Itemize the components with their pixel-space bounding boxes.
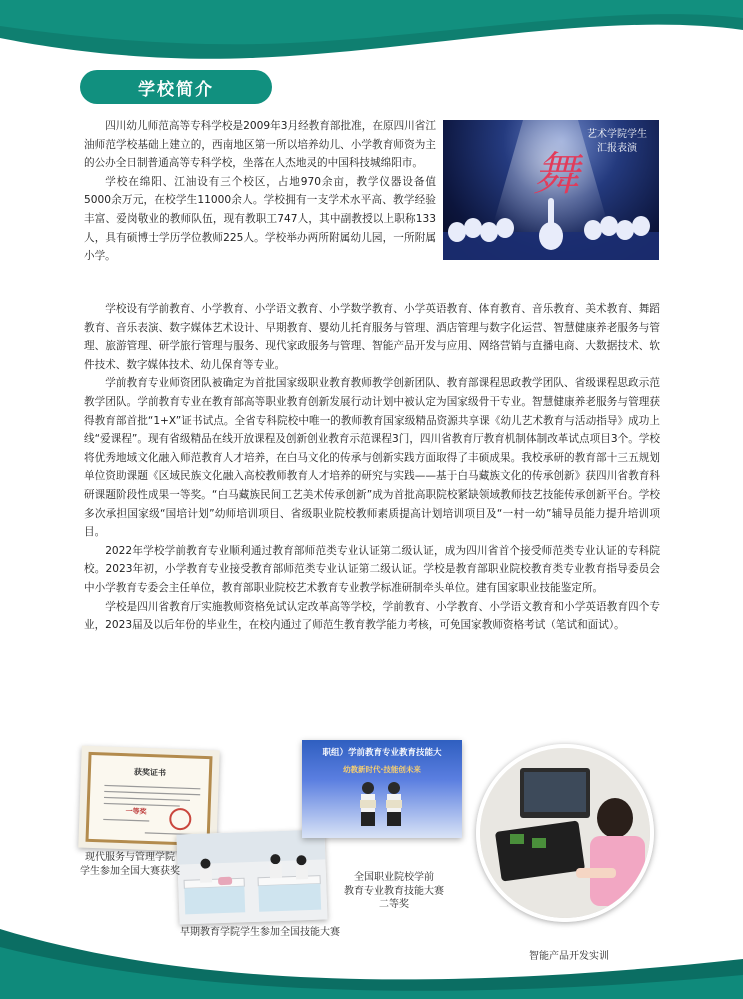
stage-caption <box>587 128 647 156</box>
stage-caption-line: 艺术学院学生 <box>587 129 647 140</box>
body-paragraph: 学前教育专业师资团队被确定为首批国家级职业教育教师教学创新团队、教育部课程思政教学团队、省级课程思政示范教学团队。学前教育专业在教育部高等职业教育创新发展行动计划中被认定为国家级骨干专业。智慧健康养老服务与管理获得教育部首批“1+X”证书试点。全省专科院校中唯一的教师教育国家级精品资源共享课《幼儿艺术教育与活动指导》成功上线“爱课程”。现有省级精品在线开放课程及创新创业教育示范课程3门，四川省教育厅教育机制体制改革试点项目3个。学校将优秀地域文化融入师范教育人才培养，在白马文化的传承与创新实践方面取得了丰硕成果。我校承研的教育部十三五规划单位资助课题《区域民族文化融入高校教师教育人才培养的研究与实践——基于白马藏族文化的传承创新》获四川省教育科研课题阶段性成果一等奖。“白马藏族民间工艺美术传承创新”成为首批高职院校紧缺领域教师技艺技能传承创新平台。学校多次承担国家级“国培计划”幼师培训项目、省级职业院校教师素质提高计划培训项目及“一村一幼”辅导员能力提升培训项目。 <box>84 377 660 539</box>
section-title: 学校简介 <box>80 70 272 104</box>
stage-performance-photo <box>443 120 659 260</box>
header-wave <box>0 0 743 60</box>
certificate-award: 一等奖 <box>125 807 147 816</box>
intro-paragraph: 学校在绵阳、江油设有三个校区，占地970余亩，教学仪器设备值5000余万元，在校学生11000余人。学校拥有一支学术水平高、教学经验丰富、爱岗敬业的教师队伍，现有教职工747人，其中副教授以上职称133人，具有硕博士学历学位教师225人。学校举办两所附属幼儿园，一所附属小学。 <box>84 175 436 263</box>
certificate-frame <box>85 752 212 846</box>
stage-caption-line: 汇报表演 <box>597 143 637 154</box>
award-students-figures <box>302 740 462 838</box>
banner-caption: 全国职业院校学前 教育专业教育技能大赛 二等奖 <box>344 872 444 910</box>
intro-text <box>84 117 436 266</box>
skills-competition-photo <box>302 740 462 838</box>
intro-paragraph: 四川幼儿师范高等专科学校是2009年3月经教育部批准，在原四川省江油师范学校基础上建立的，西南地区第一所以培养幼儿、小学教育师资为主的公办全日制普通高等专科学校，坐落在人杰地灵的中国科技城绵阳市。 <box>84 120 436 170</box>
lab-training-photo <box>476 744 654 922</box>
banner-subline: 幼教新时代·技能创未来 <box>343 765 421 774</box>
banner-headline: 职组）学前教育专业教育技能大 <box>322 748 442 758</box>
certificate-title: 获奖证书 <box>133 767 167 778</box>
body-paragraph: 2022年学校学前教育专业顺利通过教育部师范类专业认证第二级认证，成为四川省首个接受师范类专业认证的专科院校。2023年初，小学教育专业接受教育部师范类专业认证第二级认证。学校是教育部职业院校教育类专业教育指导委员会中小学教育专委会主任单位，教育部职业院校艺术教育专业教学标准研制牵头单位。建有国家职业技能鉴定所。 <box>84 544 660 594</box>
body-paragraph: 学校是四川省教育厅实施教师资格免试认定改革高等学校，学前教育、小学教育、小学语文教育和小学英语教育四个专业，2023届及以后年份的毕业生，在校内通过了师范生教育教学能力考核，可免国家教师资格考试（笔试和面试）。 <box>84 600 660 632</box>
body-paragraph: 学校设有学前教育、小学教育、小学语文教育、小学数学教育、小学英语教育、体育教育、音乐教育、美术教育、舞蹈教育、音乐表演、数字媒体艺术设计、早期教育、婴幼儿托育服务与管理、酒店管理与数字化运营、智慧健康养老服务与管理、旅游管理、研学旅行管理与服务、现代家政服务与管理、智能产品开发与应用、网络营销与直播电商、大数据技术、软件技术、数字媒体技术、幼儿保育等专业。 <box>84 303 660 371</box>
body-text <box>84 300 660 635</box>
lab-caption: 智能产品开发实训 <box>529 951 609 962</box>
classroom-caption: 早期教育学院学生参加全国技能大赛 <box>180 927 340 938</box>
calligraphy-glyph: 舞 <box>533 147 579 201</box>
certificate-caption: 现代服务与管理学院 学生参加全国大赛获奖 <box>80 852 180 877</box>
lab-scene <box>480 748 650 918</box>
